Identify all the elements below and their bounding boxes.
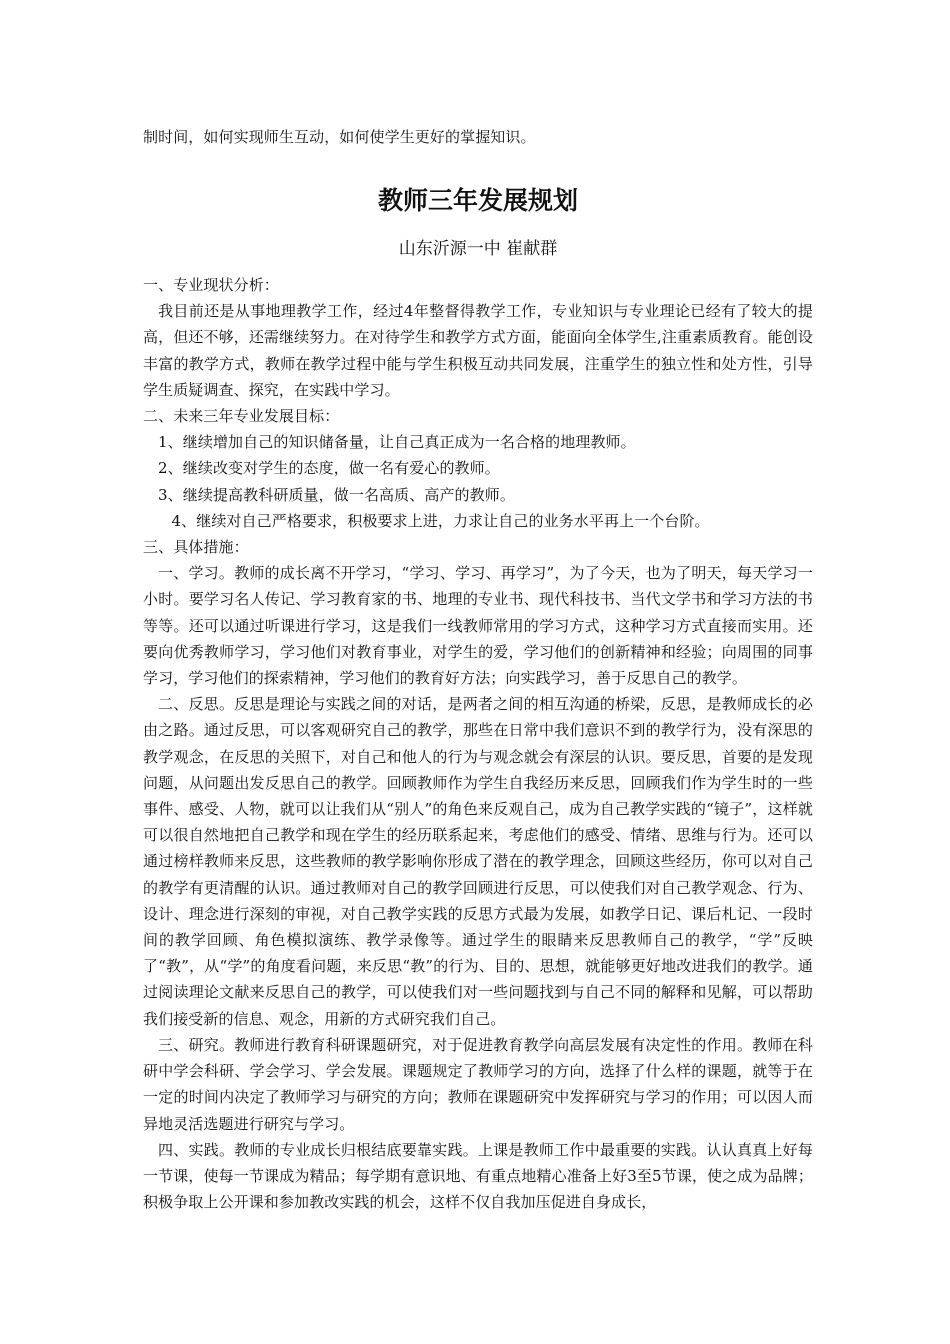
section-2-heading: 二、未来三年专业发展目标： [143,407,340,426]
document-body [143,272,813,1215]
goal-item: 4、继续对自己严格要求，积极要求上进，力求让自己的业务水平再上一个台阶。 [171,511,710,530]
author-line: 山东沂源一中 崔献群 [398,239,558,259]
section-1-heading: 一、专业现状分析： [143,276,279,294]
section-3-heading: 三、具体措施： [143,538,249,557]
carryover-text-block [143,124,813,150]
measure-paragraph-study: 一、学习。教师的成长离不开学习，“学习、学习、再学习”，为了今天，也为了明天，每天学习一小时。要学习名人传记、学习教育家的书、地理的专业书、现代科技书、当代文学书和学习方法的书等等。还可以通过听课进行学习，这是我们一线教师常用的学习方式，这种学习方式直接而实用。还要向优秀教师学习，学习他们对教育事业，对学生的爱，学习他们的创新精神和经验；向周围的同事学习，学习他们的探索精神，学习他们的教育好方法；向实践学习，善于反思自己的教学。 [143,564,813,688]
goal-item: 3、继续提高教科研质量，做一名高质、高产的教师。 [158,485,515,504]
measure-paragraph-research: 三、研究。教师进行教育科研课题研究，对于促进教育教学向高层发展有决定性的作用。教师在科研中学会科研、学会学习、学会发展。课题规定了教师学习的方向，选择了什么样的课题，就等于在一定的时间内决定了教师学习与研究的方向；教师在课题研究中发挥研究与学习的作用；可以因人而异地灵活选题进行研究与学习。 [143,1035,813,1133]
measure-paragraph-practice: 四、实践。教师的专业成长归根结底要靠实践。上课是教师工作中最重要的实践。认认真真上好每一节课，使每一节课成为精品；每学期有意识地、有重点地精心准备上好3至5节课，使之成为品牌；积极争取上公开课和参加教改实践的机会，这样不仅自我加压促进自身成长， [143,1140,813,1212]
measure-paragraph-reflection: 二、反思。反思是理论与实践之间的对话，是两者之间的相互沟通的桥梁，反思，是教师成长的必由之路。通过反思，可以客观研究自己的教学，那些在日常中我们意识不到的教学行为，没有深思的教学观念，在反思的关照下，对自己和他人的行为与观念就会有深层的认识。要反思，首要的是发现问题，从问题出发反思自己的教学。回顾教师作为学生自我经历来反思，回顾我们作为学生时的一些事件、感受、人物，就可以让我们从“别人”的角色来反观自己，成为自己教学实践的“镜子”，这样就可以很自然地把自己教学和现在学生的经历联系起来，考虑他们的感受、情绪、思维与行为。还可以通过榜样教师来反思，这些教师的教学影响你形成了潜在的教学理念，回顾这些经历，你可以对自己的教学有更清醒的认识。通过教师对自己的教学回顾进行反思，可以使我们对自己教学观念、行为、设计、理念进行深刻的审视，对自己教学实践的反思方式最为发展，如教学日记、课后札记、一段时间的教学回顾、角色模拟演练、教学录像等。通过学生的眼睛来反思教师自己的教学，“学”反映了“教”，从“学”的角度看问题，来反思“教”的行为、目的、思想，就能够更好地改进我们的教学。通过阅读理论文献来反思自己的教学，可以使我们对一些问题找到与自己不同的解释和见解，可以帮助我们接受新的信息、观念，用新的方式研究我们自己。 [143,695,813,1028]
goal-item: 1、继续增加自己的知识储备量，让自己真正成为一名合格的地理教师。 [158,433,636,452]
document-title: 教师三年发展规划 [377,186,578,215]
goal-item: 2、继续改变对学生的态度，做一名有爱心的教师。 [158,459,500,478]
section-1-paragraph: 我目前还是从事地理教学工作，经过4年整督得教学工作，专业知识与专业理论已经有了较大的提高，但还不够，还需继续努力。在对待学生和教学方式方面，能面向全体学生,注重素质教育。能创设丰富的教学方式，教师在教学过程中能与学生积极互动共同发展，注重学生的独立性和处方性，引导学生质疑调查、探究，在实践中学习。 [143,302,813,399]
carryover-line: 制时间，如何实现师生互动，如何使学生更好的掌握知识。 [143,128,536,146]
